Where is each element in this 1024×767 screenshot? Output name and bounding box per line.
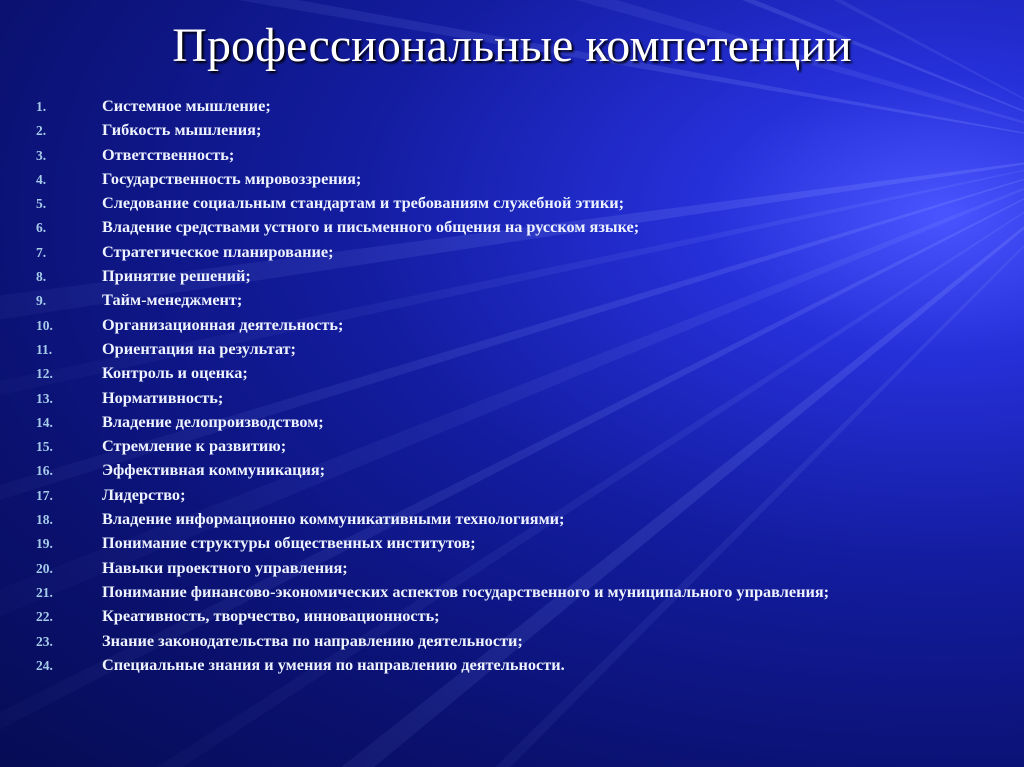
list-item	[36, 191, 829, 215]
list-item	[36, 215, 829, 239]
item-text: Креативность, творчество, инновационность;	[102, 606, 440, 626]
item-text: Государственность мировоззрения;	[102, 168, 362, 188]
list-item	[36, 653, 829, 677]
item-text: Навыки проектного управления;	[102, 557, 348, 577]
item-text: Понимание структуры общественных институтов;	[102, 533, 476, 553]
item-text: Тайм-менеджмент;	[102, 290, 243, 310]
item-text: Ориентация на результат;	[102, 338, 296, 358]
item-text: Понимание финансово-экономических аспектов государственного и муниципального управления;	[102, 581, 830, 601]
item-number: 15.	[36, 439, 53, 455]
list-item	[36, 94, 829, 118]
item-number: 2.	[36, 123, 47, 139]
item-number: 24.	[36, 657, 53, 673]
list-item	[36, 483, 829, 507]
item-text: Стремление к развитию;	[102, 436, 287, 456]
item-number: 10.	[36, 317, 53, 333]
item-text: Гибкость мышления;	[102, 120, 262, 140]
list-item	[36, 531, 829, 555]
item-number: 21.	[36, 584, 53, 600]
item-number: 1.	[36, 99, 47, 114]
list-item	[36, 410, 829, 434]
list-item	[36, 361, 829, 385]
list-item	[36, 604, 829, 628]
list-item	[36, 507, 829, 531]
item-text: Владение информационно коммуникативными технологиями;	[102, 509, 565, 529]
item-number: 14.	[36, 414, 53, 430]
item-text: Организационная деятельность;	[102, 314, 344, 334]
item-text: Принятие решений;	[102, 266, 251, 286]
item-text: Специальные знания и умения по направлению деятельности.	[102, 654, 565, 674]
item-number: 19.	[36, 536, 53, 552]
list-item	[36, 629, 829, 653]
competencies-list	[36, 94, 829, 677]
item-number: 3.	[36, 147, 47, 163]
item-text: Лидерство;	[102, 484, 186, 504]
item-number: 9.	[36, 293, 47, 309]
list-item	[36, 240, 829, 264]
list-item	[36, 167, 829, 191]
item-number: 17.	[36, 487, 53, 503]
item-number: 5.	[36, 196, 47, 212]
list-item	[36, 118, 829, 142]
list-item	[36, 386, 829, 410]
item-number: 12.	[36, 366, 53, 382]
item-number: 13.	[36, 390, 53, 406]
item-number: 8.	[36, 269, 47, 285]
item-number: 22.	[36, 609, 53, 625]
item-text: Следование социальным стандартам и требованиям служебной этики;	[102, 193, 625, 213]
list-item	[36, 458, 829, 482]
item-number: 11.	[36, 341, 53, 357]
item-text: Системное мышление;	[102, 96, 271, 115]
list-item	[36, 580, 829, 604]
list-item	[36, 434, 829, 458]
item-number: 18.	[36, 512, 53, 528]
list-item	[36, 264, 829, 288]
list-item	[36, 288, 829, 312]
item-text: Знание законодательства по направлению деятельности;	[102, 630, 523, 650]
slide-title: Профессиональные компетенции	[172, 19, 852, 72]
list-item	[36, 556, 829, 580]
list-item	[36, 143, 829, 167]
item-text: Стратегическое планирование;	[102, 241, 334, 261]
item-text: Нормативность;	[102, 387, 224, 407]
item-number: 20.	[36, 560, 53, 576]
item-number: 6.	[36, 220, 47, 236]
item-text: Контроль и оценка;	[102, 363, 248, 383]
list-item	[36, 313, 829, 337]
item-number: 16.	[36, 463, 53, 479]
item-text: Эффективная коммуникация;	[102, 460, 326, 480]
item-text: Ответственность;	[102, 144, 235, 164]
item-text: Владение средствами устного и письменного общения на русском языке;	[102, 217, 640, 237]
item-number: 4.	[36, 171, 47, 187]
item-text: Владение делопроизводством;	[102, 411, 324, 431]
item-number: 7.	[36, 244, 47, 260]
list-item	[36, 337, 829, 361]
item-number: 23.	[36, 633, 53, 649]
